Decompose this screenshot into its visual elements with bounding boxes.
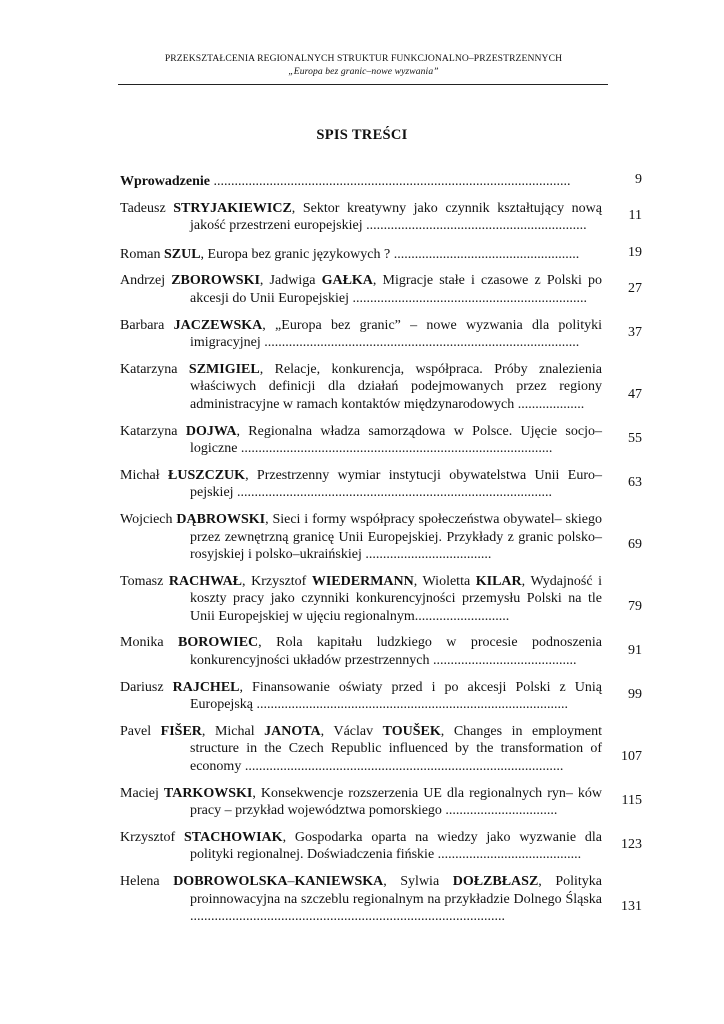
toc-entry-title: , Konsekwencje rozszerzenia UE dla regionalnych ryn– ków pracy – przykład województwa pomorskiego ................................ — [190, 785, 603, 819]
toc-entry — [120, 679, 642, 714]
toc-entry-text — [120, 361, 602, 414]
toc-entry-text — [120, 679, 602, 714]
toc-entry-text — [120, 634, 602, 669]
author-surname: RACHWAŁ — [168, 573, 243, 589]
author-surname: DĄBROWSKI — [176, 511, 266, 527]
running-header-subtitle: „Europa bez granic–nowe wyzwania” — [288, 66, 439, 77]
author-given-name: , Michal — [201, 723, 265, 739]
author-given-name: Helena — [120, 874, 174, 889]
toc-entry — [120, 200, 642, 235]
author-given-name: Katarzyna — [120, 423, 186, 439]
author-surname: JANOTA — [264, 723, 321, 739]
toc-page-number: 79 — [628, 598, 642, 614]
author-surname: DOŁZBŁASZ — [452, 874, 539, 889]
toc-entry — [120, 423, 642, 458]
author-surname: DOBROWOLSKA — [173, 874, 288, 889]
page-title: SPIS TREŚCI — [316, 127, 408, 143]
author-surname: FIŠER — [160, 723, 202, 739]
author-given-name: Michał — [120, 467, 169, 483]
header-rule — [118, 84, 608, 85]
author-given-name: Pavel — [120, 723, 161, 739]
author-given-name: , Václav — [320, 723, 383, 739]
toc-entry-title: , Polityka proinnowacyjna na szczeblu regionalnym na przykładzie Dolnego Śląska .......................................................................................... — [190, 874, 603, 925]
toc-page-number: 91 — [628, 643, 642, 659]
toc-entry-text — [120, 573, 602, 626]
toc-entry-title: , Wydajność i koszty pracy jako czynniki konkurencyjności przemysłu Polski na tle Unii Europejskiej w ujęciu regionalnym........................... — [190, 573, 603, 624]
toc-entry-text — [120, 272, 602, 307]
toc-entry-text — [120, 317, 602, 352]
running-header — [120, 52, 607, 78]
toc-page-number: 69 — [628, 537, 642, 553]
author-given-name: Wojciech — [120, 511, 177, 527]
author-surname: JACZEWSKA — [173, 317, 263, 333]
toc-entry-text — [120, 467, 602, 502]
toc-entry-text — [120, 873, 602, 926]
toc-entry-text — [120, 423, 602, 458]
author-given-name: , Sylwia — [383, 874, 453, 889]
toc-entry — [120, 467, 642, 502]
toc-entry — [120, 244, 642, 264]
author-surname: TOUŠEK — [382, 723, 441, 739]
toc-entry-text — [120, 200, 602, 235]
toc-entry-title: , Europa bez granic językowych ? ..................................................... — [200, 246, 580, 262]
toc-entry — [120, 272, 642, 307]
author-surname: DOJWA — [185, 423, 237, 439]
toc-page-number: 37 — [628, 325, 642, 341]
toc-entry-title: , Sektor kreatywny jako czynnik kształtujący nową jakość przestrzeni europejskiej ............................................................... — [190, 200, 603, 234]
toc-entry-title: , „Europa bez granic” – nowe wyzwania dla polityki imigracyjnej .......................................................................................... — [190, 317, 602, 351]
author-surname: SZUL — [163, 246, 201, 262]
author-surname: GAŁKA — [321, 273, 373, 289]
toc-entry — [120, 785, 642, 820]
toc-entry-title: , Gospodarka oparta na wiedzy jako wyzwanie dla polityki regionalnej. Doświadczenia fińskie ......................................... — [190, 829, 602, 863]
toc-entry-text — [120, 246, 602, 264]
author-given-name: Dariusz — [120, 679, 173, 695]
author-given-name: Andrzej — [120, 273, 172, 289]
toc-entry-text — [120, 173, 602, 191]
author-given-name: Tadeusz — [120, 200, 174, 216]
author-given-name: Krzysztof — [120, 829, 185, 845]
toc-entry-title: , Migracje stałe i czasowe z Polski po akcesji do Unii Europejskiej ................................................................... — [190, 273, 602, 306]
toc-entry — [120, 634, 642, 669]
toc-page-number: 27 — [628, 280, 642, 296]
toc-page-number: 123 — [621, 837, 642, 853]
toc-entry — [120, 723, 642, 776]
author-surname: KILAR — [475, 573, 522, 589]
author-given-name: , Jadwiga — [259, 273, 322, 289]
author-given-name: Monika — [120, 635, 179, 651]
author-given-name: , Krzysztof — [242, 573, 312, 589]
author-given-name: , Wioletta — [413, 573, 476, 589]
author-surname: ŁUSZCZUK — [168, 467, 246, 483]
toc-entry-title: , Relacje, konkurencja, współpraca. Próby znalezienia właściwych definicji dla działań podejmowanych przez regiony administracyjne w ramach kontaktów międzynarodowych ................... — [190, 361, 602, 412]
toc-entry — [120, 317, 642, 352]
toc-entry — [120, 829, 642, 864]
author-surname: STRYJAKIEWICZ — [173, 200, 292, 216]
running-header-title: PRZEKSZTAŁCENIA REGIONALNYCH STRUKTUR FUNKCJONALNO–PRZESTRZENNYCH — [164, 53, 563, 64]
toc-page-number: 63 — [628, 475, 642, 491]
toc-entry — [120, 511, 642, 564]
toc-entry-text — [120, 829, 602, 864]
author-given-name: Tomasz — [120, 573, 169, 589]
toc-entry-title: , Changes in employment structure in the Czech Republic influenced by the transformation of economy ........................................................................................... — [190, 723, 602, 775]
author-surname: RAJCHEL — [172, 679, 240, 695]
toc-entry-title: , Finansowanie oświaty przed i po akcesji Polski z Unią Europejską ......................................................................................... — [190, 679, 603, 713]
toc-page-number: 55 — [628, 431, 642, 447]
author-given-name: Katarzyna — [120, 361, 189, 377]
toc-page-number: 131 — [621, 899, 642, 915]
toc-entry-title: , Rola kapitału ludzkiego w procesie podnoszenia konkurencyjności układów przestrzennych ......................................... — [190, 635, 602, 669]
toc-entry-title: , Sieci i formy współpracy społeczeństwa obywatel– skiego przez zewnętrzną granicę Unii Europejskiej. Przykłady z granic polsko–rosyjskiej i polsko–ukraińskiej .................................... — [190, 511, 603, 563]
toc-page-number: 107 — [621, 749, 642, 765]
toc-entry-title: , Przestrzenny wymiar instytucji obywatelstwa Unii Euro– pejskiej .......................................................................................... — [190, 467, 603, 501]
author-surname: ZBOROWSKI — [171, 273, 260, 289]
toc-page-number: 9 — [635, 172, 642, 187]
toc-entry — [120, 361, 642, 414]
toc-entry-text — [120, 785, 602, 820]
author-surname: KANIEWSKA — [294, 874, 384, 889]
toc-page-number: 19 — [628, 244, 642, 260]
toc-entry — [120, 873, 642, 926]
author-surname: TARKOWSKI — [163, 785, 253, 801]
toc-entry-text — [120, 723, 602, 776]
toc-leader-dots: ...................................................................................................... — [209, 174, 571, 189]
author-given-name: Maciej — [120, 785, 164, 801]
author-given-name: – — [287, 874, 295, 889]
author-surname: STACHOWIAK — [184, 829, 283, 845]
table-of-contents — [120, 171, 642, 935]
author-surname: WIEDERMANN — [311, 573, 414, 589]
toc-page-number: 47 — [628, 386, 642, 402]
toc-page-number: 11 — [628, 208, 642, 224]
toc-entry-title: Wprowadzenie — [120, 174, 210, 189]
toc-page-number: 115 — [621, 793, 642, 809]
author-given-name: Barbara — [120, 317, 174, 333]
author-surname: SZMIGIEL — [188, 361, 260, 377]
toc-entry — [120, 171, 642, 191]
author-surname: BOROWIEC — [178, 635, 259, 651]
toc-entry — [120, 573, 642, 626]
toc-entry-title: , Regionalna władza samorządowa w Polsce. Ujęcie socjo– logiczne ......................................................................................... — [190, 423, 602, 457]
author-given-name: Roman — [120, 246, 164, 262]
toc-page-number: 99 — [628, 687, 642, 703]
toc-entry-text — [120, 511, 602, 564]
